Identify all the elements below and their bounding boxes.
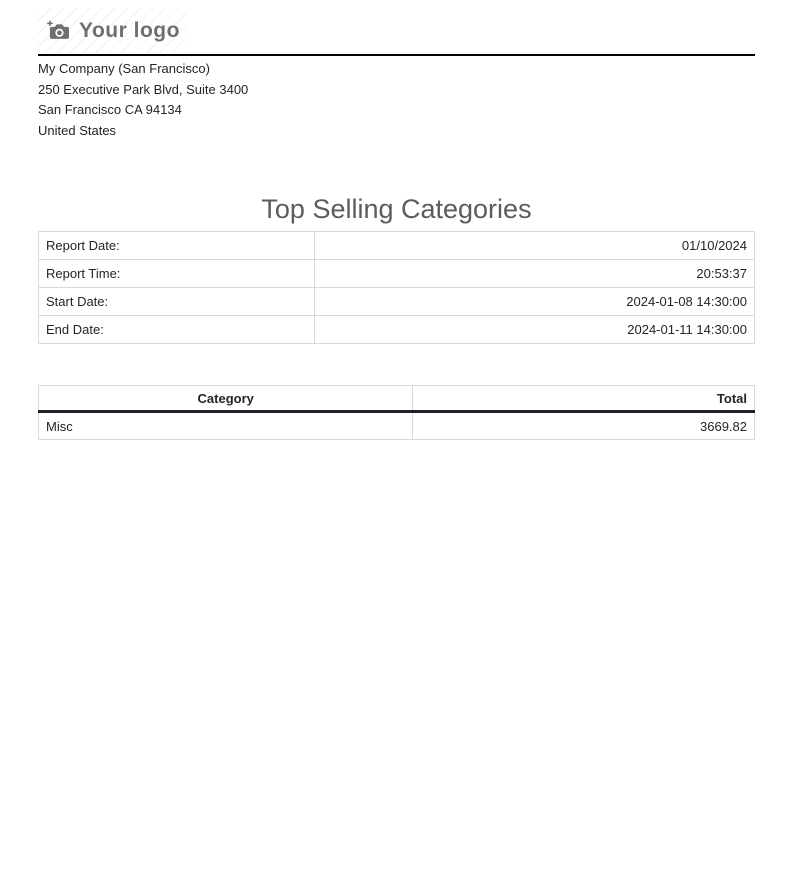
- meta-row-report-time: [39, 260, 755, 288]
- company-name: My Company (San Francisco): [38, 61, 210, 76]
- report-meta-table: [38, 231, 755, 344]
- report-header: [38, 8, 755, 56]
- categories-header-row: [39, 386, 755, 412]
- categories-table: [38, 385, 755, 440]
- column-header-total: Total: [413, 386, 755, 412]
- meta-row-start-date: [39, 288, 755, 316]
- camera-plus-icon: [47, 20, 70, 41]
- page-title: Top Selling Categories: [261, 194, 532, 224]
- table-row: [39, 412, 755, 440]
- company-country: United States: [38, 122, 117, 138]
- meta-row-report-date: [39, 232, 755, 260]
- meta-value: 2024-01-11 14:30:00: [315, 316, 755, 344]
- meta-value: 2024-01-08 14:30:00: [315, 288, 755, 316]
- meta-value: 20:53:37: [315, 260, 755, 288]
- logo-placeholder: [38, 8, 186, 53]
- meta-row-end-date: [39, 316, 755, 344]
- logo-text: Your logo: [79, 18, 180, 42]
- total-cell: 3669.82: [413, 412, 755, 440]
- category-cell: Misc: [39, 412, 413, 440]
- company-street: 250 Executive Park Blvd, Suite 3400: [38, 81, 249, 97]
- column-header-category: Category: [39, 386, 413, 412]
- company-address: [38, 59, 755, 141]
- meta-label: End Date:: [39, 316, 315, 344]
- report-content: [0, 0, 793, 440]
- meta-label: Report Date:: [39, 232, 315, 260]
- company-city: San Francisco CA 94134: [38, 102, 182, 117]
- meta-label: Report Time:: [39, 260, 315, 288]
- meta-value: 01/10/2024: [315, 232, 755, 260]
- meta-label: Start Date:: [39, 288, 315, 316]
